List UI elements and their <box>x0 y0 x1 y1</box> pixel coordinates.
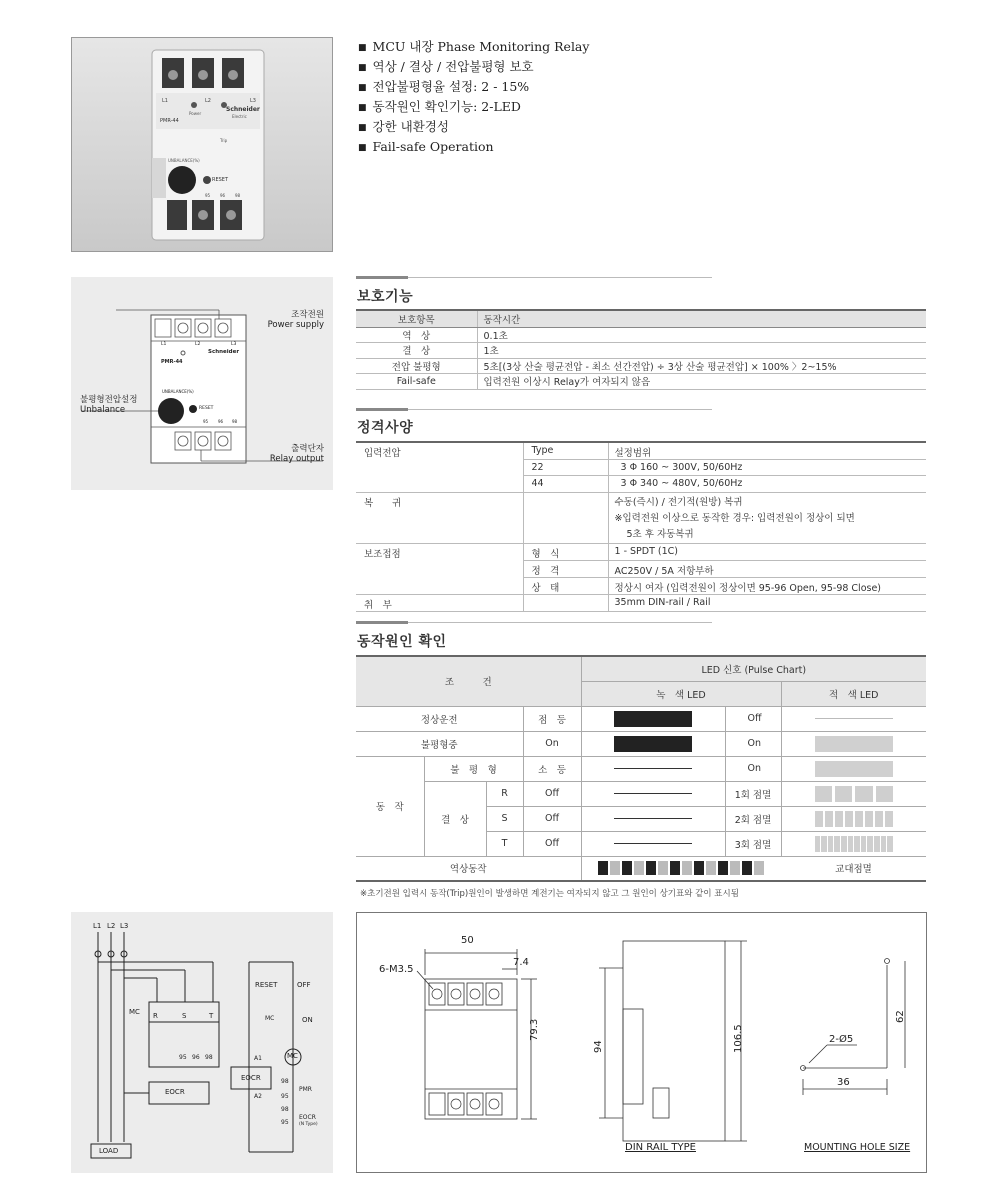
wiring-svg <box>71 912 333 1173</box>
table-cell <box>781 756 926 781</box>
table-row <box>356 781 926 806</box>
table-row <box>356 492 926 543</box>
led-pulse-off <box>614 818 692 819</box>
wiring-diagram <box>71 912 333 1173</box>
table-cell: T <box>486 831 523 856</box>
led-pulse-off <box>614 843 692 844</box>
wiring-on: ON <box>302 1016 313 1024</box>
wiring-eocr: EOCR <box>165 1088 185 1096</box>
table-row <box>356 543 926 560</box>
relay-output-en: Relay output <box>269 454 324 464</box>
table-cell: LED 신호 (Pulse Chart) <box>581 656 926 681</box>
wiring-reset: RESET <box>255 981 278 989</box>
table-cell: 44 <box>523 476 608 492</box>
table-cell: 역 상 <box>356 327 477 343</box>
mounting-hole-size-label: MOUNTING HOLE SIZE <box>804 1142 911 1153</box>
led-pulse-alternate <box>598 861 764 875</box>
wiring-pmr-98: 98 <box>281 1078 289 1085</box>
wiring-95: 95 <box>179 1054 187 1061</box>
drawing-terminal-l2: L2 <box>195 342 201 347</box>
table-cell: 정 격 <box>523 560 608 577</box>
table-cell: 0.1초 <box>477 327 926 343</box>
table-row <box>356 594 926 611</box>
table-cell <box>781 706 926 731</box>
protection-table <box>356 309 926 390</box>
table-cell: 복 귀 <box>356 492 523 543</box>
table-cell: AC250V / 5A 저항부하 <box>608 560 926 577</box>
led-title: 동작원인 확인 <box>357 634 447 650</box>
table-cell: 정상운전 <box>356 706 523 731</box>
wiring-pmr-95: 95 <box>281 1093 289 1100</box>
section-divider <box>356 622 712 623</box>
led-pulse-off <box>815 718 893 719</box>
table-cell: On <box>725 731 781 756</box>
table-cell: 3 Φ 340 ~ 480V, 50/60Hz <box>608 476 926 492</box>
table-cell: 입력전압 <box>356 442 523 492</box>
table-cell <box>581 731 725 756</box>
table-cell <box>581 856 781 881</box>
wiring-r: R <box>153 1012 158 1020</box>
table-cell: 1 - SPDT (1C) <box>608 543 926 560</box>
drawing-brand: Schneider <box>208 349 240 355</box>
table-cell: Off <box>523 831 581 856</box>
photo-terminal-l2: L2 <box>205 98 211 104</box>
table-cell <box>781 806 926 831</box>
table-cell: 불 평 형 <box>424 756 523 781</box>
table-cell: 조 건 <box>356 656 581 706</box>
led-pulse-blink-1 <box>815 786 893 802</box>
wiring-l2: L2 <box>107 922 116 930</box>
rating-table <box>356 441 926 612</box>
led-pulse-blink-3 <box>815 836 893 852</box>
photo-terminal-l1: L1 <box>162 98 168 104</box>
photo-terminal-l3: L3 <box>250 98 256 104</box>
power-supply-kr: 조작전원 <box>291 310 324 320</box>
table-cell: On <box>523 731 581 756</box>
table-cell: 보조접점 <box>356 543 523 594</box>
table-cell: 전압 불평형 <box>356 358 477 374</box>
unbalance-en: Unbalance <box>80 405 126 415</box>
photo-dial-label: UNBALANCE(%) <box>168 158 200 163</box>
table-cell: 적 색 LED <box>781 681 926 706</box>
dim-height-front: 79.3 <box>529 1018 540 1041</box>
table-cell: Off <box>523 806 581 831</box>
table-cell: 녹 색 LED <box>581 681 781 706</box>
table-row <box>356 343 926 359</box>
wiring-l3: L3 <box>120 922 129 930</box>
table-row <box>356 706 926 731</box>
led-footnote: ※초기전원 입력시 동작(Trip)원인이 발생하면 계전기는 여자되지 않고 그 원인이 상기표와 같이 표시됨 <box>360 889 739 899</box>
table-cell: 설정범위 <box>608 442 926 460</box>
feature-item: ■ MCU 내장 Phase Monitoring Relay <box>358 38 589 58</box>
photo-terminal-98: 98 <box>235 193 241 198</box>
led-pulse-off <box>614 768 692 769</box>
unbalance-kr: 불평형전압설정 <box>80 395 138 405</box>
din-rail-type-label: DIN RAIL TYPE <box>625 1142 696 1153</box>
table-cell: 5초[(3상 산술 평균전압 - 최소 선간전압) ÷ 3상 산술 평균전압] × 100% 〉2~15% <box>477 358 926 374</box>
table-cell: 역상동작 <box>356 856 581 881</box>
table-row <box>356 374 926 390</box>
dim-hole-height: 62 <box>895 1010 906 1023</box>
table-cell: Off <box>523 781 581 806</box>
led-pulse-on-red <box>815 736 893 752</box>
table-row <box>356 327 926 343</box>
photo-terminal-95: 95 <box>205 193 211 198</box>
table-cell: 결 상 <box>356 343 477 359</box>
wiring-eocr-98: 98 <box>281 1106 289 1113</box>
relay-output-label <box>270 444 324 464</box>
photo-trip-led-label: Trip <box>220 138 228 143</box>
relay-output-kr: 출력단자 <box>291 444 324 454</box>
wiring-mc-contact: MC <box>265 1015 275 1022</box>
wiring-s: S <box>182 1012 187 1020</box>
drawing-terminal-98: 98 <box>232 419 238 424</box>
table-cell <box>581 831 725 856</box>
wiring-mc-coil: MC <box>287 1052 298 1060</box>
product-photo <box>71 37 333 252</box>
table-cell <box>781 831 926 856</box>
table-cell: 1회 점멸 <box>725 781 781 806</box>
table-cell: Fail-safe <box>356 374 477 390</box>
table-cell: 입력전원 이상시 Relay가 여자되지 않음 <box>477 374 926 390</box>
protection-header-item: 보호항목 <box>356 310 477 327</box>
photo-brand-sub: Electric <box>232 114 247 119</box>
dim-offset: 7.4 <box>513 957 529 968</box>
dim-hole-diameter: 2-Ø5 <box>829 1034 854 1045</box>
led-pulse-on <box>614 736 692 752</box>
reset-line: 5초 후 자동복귀 <box>626 528 694 540</box>
table-row <box>356 756 926 781</box>
led-table <box>356 655 926 882</box>
table-cell: Type <box>523 442 608 460</box>
drawing-model: PMR-44 <box>161 359 183 365</box>
table-cell <box>581 756 725 781</box>
led-pulse-on <box>614 711 692 727</box>
table-cell: 형 식 <box>523 543 608 560</box>
dim-height-total: 106.5 <box>733 1024 744 1053</box>
led-pulse-on-red <box>815 761 893 777</box>
table-cell: 상 태 <box>523 577 608 594</box>
feature-item: ■ 역상 / 결상 / 전압불평형 보호 <box>358 58 589 78</box>
feature-item: ■ Fail-safe Operation <box>358 138 589 158</box>
dim-height-side: 94 <box>593 1040 604 1053</box>
reset-line: 수동(즉시) / 전기적(원방) 복귀 <box>614 496 743 508</box>
table-cell: 점 등 <box>523 706 581 731</box>
wiring-eocr-95: 95 <box>281 1119 289 1126</box>
drawing-terminal-l1: L1 <box>161 342 167 347</box>
dim-screws: 6-M3.5 <box>379 964 414 975</box>
table-row <box>356 731 926 756</box>
rating-title: 정격사양 <box>357 420 414 436</box>
table-cell: 3회 점멸 <box>725 831 781 856</box>
wiring-load: LOAD <box>99 1147 119 1155</box>
table-cell: 불평형중 <box>356 731 523 756</box>
wiring-n-type: (N Type) <box>299 1122 318 1127</box>
table-cell <box>523 594 608 611</box>
wiring-eocr-label: EOCR <box>299 1114 316 1121</box>
table-cell <box>581 806 725 831</box>
table-cell <box>608 492 926 543</box>
wiring-96: 96 <box>192 1054 200 1061</box>
table-row <box>356 442 926 460</box>
wiring-t: T <box>209 1012 214 1020</box>
wiring-a1: A1 <box>254 1055 262 1062</box>
table-cell <box>581 781 725 806</box>
table-row <box>356 358 926 374</box>
protection-header-time: 동작시간 <box>477 310 926 327</box>
led-pulse-blink-2 <box>815 811 893 827</box>
table-cell: 취 부 <box>356 594 523 611</box>
table-cell: 결 상 <box>424 781 486 856</box>
dim-width: 50 <box>461 935 474 946</box>
feature-list <box>358 38 589 158</box>
feature-item: ■ 강한 내환경성 <box>358 118 589 138</box>
wiring-pmr: PMR <box>299 1086 312 1093</box>
table-cell: 정상시 여자 (입력전원이 정상이면 95-96 Open, 95-98 Close) <box>608 577 926 594</box>
drawing-terminal-95: 95 <box>203 419 209 424</box>
table-row <box>356 856 926 881</box>
wiring-98: 98 <box>205 1054 213 1061</box>
table-cell <box>781 781 926 806</box>
wiring-eocr-coil: EOCR <box>241 1074 261 1082</box>
photo-reset-label: RESET <box>212 177 229 183</box>
wiring-off: OFF <box>297 981 311 989</box>
table-cell <box>781 731 926 756</box>
led-pulse-off <box>614 793 692 794</box>
drawing-dial-label: UNBALANCE(%) <box>162 389 194 394</box>
feature-item: ■ 동작원인 확인기능: 2-LED <box>358 98 589 118</box>
table-cell: On <box>725 756 781 781</box>
dim-hole-width: 36 <box>837 1077 850 1088</box>
table-cell: 35mm DIN-rail / Rail <box>608 594 926 611</box>
section-divider <box>356 277 712 278</box>
drawing-terminal-96: 96 <box>218 419 224 424</box>
wiring-a2: A2 <box>254 1093 262 1100</box>
section-divider <box>356 409 712 410</box>
power-supply-label <box>268 310 324 330</box>
table-cell: 소 등 <box>523 756 581 781</box>
photo-power-led-label: Power <box>189 111 202 116</box>
drawing-reset-label: RESET <box>199 406 214 411</box>
front-drawing <box>71 277 333 490</box>
table-cell: 3 Φ 160 ~ 300V, 50/60Hz <box>608 460 926 476</box>
wiring-l1: L1 <box>93 922 102 930</box>
table-row <box>356 656 926 681</box>
table-cell: 교대점멸 <box>781 856 926 881</box>
table-cell: 1초 <box>477 343 926 359</box>
table-cell: R <box>486 781 523 806</box>
table-cell: 2회 점멸 <box>725 806 781 831</box>
table-cell: Off <box>725 706 781 731</box>
photo-terminal-96: 96 <box>220 193 226 198</box>
relay-photo-illustration <box>72 38 334 253</box>
power-supply-en: Power supply <box>267 320 324 330</box>
protection-title: 보호기능 <box>357 289 414 305</box>
feature-item: ■ 전압불평형율 설정: 2 - 15% <box>358 78 589 98</box>
table-cell <box>581 706 725 731</box>
photo-brand: Schneider <box>226 106 260 113</box>
table-cell: 동 작 <box>356 756 424 856</box>
wiring-mc: MC <box>129 1008 140 1016</box>
table-cell: 22 <box>523 460 608 476</box>
photo-model: PMR-44 <box>160 118 179 124</box>
unbalance-label <box>80 395 137 415</box>
drawing-terminal-l3: L3 <box>231 342 237 347</box>
table-cell <box>523 492 608 543</box>
dimension-drawings <box>356 912 927 1173</box>
reset-line: ※입력전원 이상으로 동작한 경우: 입력전원이 정상이 되면 <box>614 512 855 524</box>
table-cell: S <box>486 806 523 831</box>
